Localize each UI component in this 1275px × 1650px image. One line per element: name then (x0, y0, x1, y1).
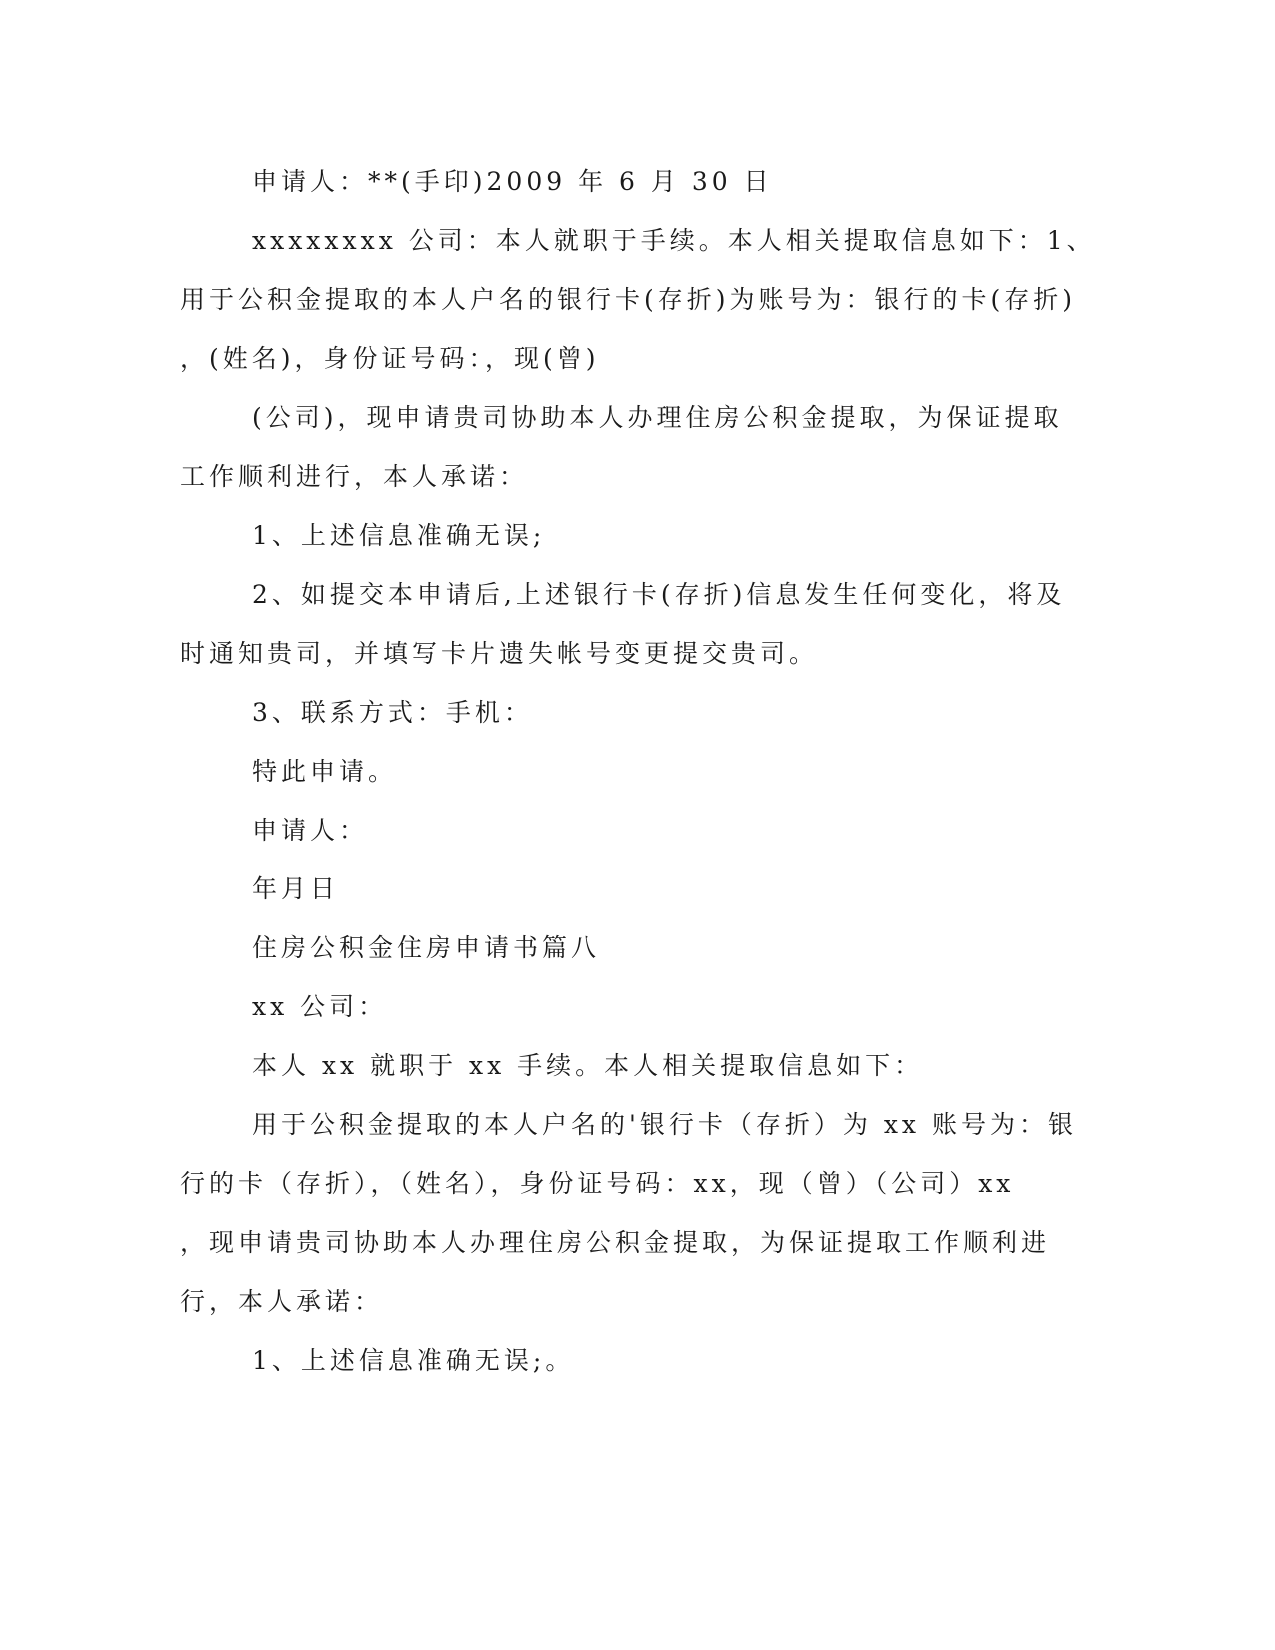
text-line: 时通知贵司，并填写卡片遗失帐号变更提交贵司。 (180, 639, 819, 668)
text-line: xx 公司： (252, 992, 388, 1021)
text-line: ，(姓名)，身份证号码：，现(曾) (180, 344, 600, 373)
section-heading: 住房公积金住房申请书篇八 (252, 933, 601, 962)
text-line: 行的卡（存折），（姓名），身份证号码：xx，现（曾）（公司）xx (180, 1169, 1015, 1198)
text-line: 2、如提交本申请后,上述银行卡(存折)信息发生任何变化，将及 (252, 580, 1066, 609)
text-line: 特此申请。 (252, 757, 398, 786)
text-line: 年月日 (252, 874, 340, 903)
text-line: 申请人： (252, 816, 369, 845)
text-line: 工作顺利进行，本人承诺： (180, 462, 529, 491)
text-line: 行，本人承诺： (180, 1287, 384, 1316)
text-line: ，现申请贵司协助本人办理住房公积金提取，为保证提取工作顺利进 (180, 1228, 1051, 1257)
text-line: 1、上述信息准确无误;。 (252, 1346, 575, 1375)
text-line: 本人 xx 就职于 xx 手续。本人相关提取信息如下： (252, 1051, 924, 1080)
text-line: 1、上述信息准确无误; (252, 521, 546, 550)
text-line: 用于公积金提取的本人户名的银行卡(存折)为账号为：银行的卡(存折) (180, 285, 1077, 314)
text-line: 3、联系方式：手机： (252, 698, 533, 727)
text-line: xxxxxxxx 公司：本人就职于手续。本人相关提取信息如下：1、 (252, 226, 1096, 255)
text-line: 用于公积金提取的本人户名的'银行卡（存折）为 xx 账号为：银 (252, 1110, 1077, 1139)
text-line: (公司)，现申请贵司协助本人办理住房公积金提取，为保证提取 (252, 403, 1063, 432)
text-line: 申请人：**(手印)2009 年 6 月 30 日 (252, 167, 773, 196)
